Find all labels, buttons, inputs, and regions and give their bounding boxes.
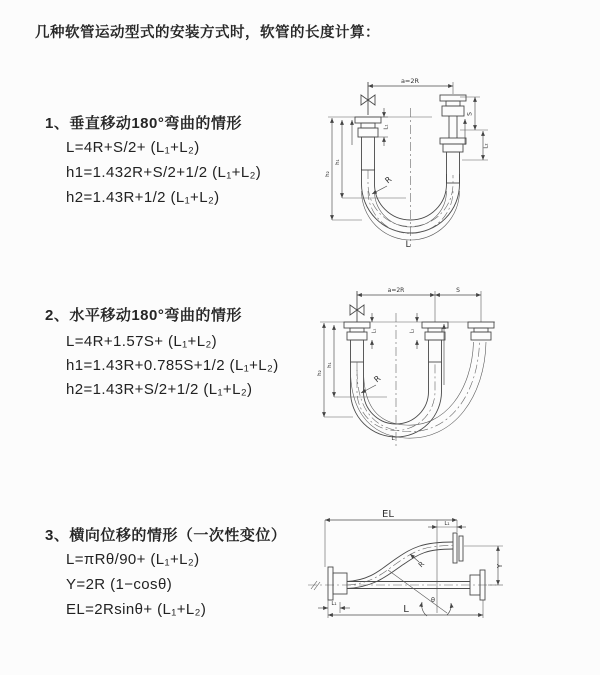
dim-label-r: R: [372, 373, 383, 385]
break-mark: [311, 581, 320, 590]
section-1-formula-L: L=4R+S/2+ (L₁+L₂): [66, 139, 200, 156]
dim-label-h1: h₁: [335, 159, 341, 165]
dim-label-r: R: [383, 174, 394, 186]
dim-label-y: Y: [496, 563, 504, 569]
dim-label-h2: h₂: [325, 171, 331, 177]
dim-l2: [462, 131, 490, 160]
hose-braid-right: [447, 152, 460, 183]
dim-label-l1-top: L₁: [444, 521, 450, 527]
dim-l2: [410, 313, 418, 349]
section-3-heading: 3、横向位移的情形（一次性变位）: [45, 527, 287, 544]
hose-centerline-moved: [357, 342, 480, 432]
section-3-formula-EL: EL=2Rsinθ+ (L₁+L₂): [66, 601, 207, 618]
hose-braid-left: [362, 137, 375, 170]
section-1-formula-h1: h1=1.432R+S/2+1/2 (L₁+L₂): [66, 164, 262, 181]
diagram-lateral-displacement: [300, 505, 600, 630]
dim-h2: [317, 323, 353, 417]
dim-label-a2r: a=2R: [387, 287, 405, 294]
section-2-formula-h2: h2=1.43R+S/2+1/2 (L₁+L₂): [66, 381, 253, 398]
section-1-heading: 1、垂直移动180°弯曲的情形: [45, 115, 242, 132]
dim-label-l: L: [405, 240, 411, 250]
dim-h1: [335, 120, 406, 198]
dim-l1: [372, 313, 378, 349]
dim-label-l1: L₁: [371, 328, 378, 334]
flange-fitting-left: [344, 322, 370, 340]
flange-fitting-top-right: [453, 533, 463, 563]
dim-label-l1: L₁: [383, 124, 390, 130]
valve-icon: [350, 291, 364, 322]
dim-label-s: S: [456, 287, 460, 294]
dim-l: [328, 600, 483, 618]
dim-label-a2r: a=2R: [400, 77, 420, 85]
dim-label-l: L: [403, 604, 409, 615]
dim-label-el: EL: [382, 509, 394, 520]
flange-fitting-right: [468, 322, 494, 340]
dim-label-theta: θ: [431, 596, 435, 604]
section-2-formula-L: L=4R+1.57S+ (L₁+L₂): [66, 333, 218, 350]
section-1-formula-h2: h2=1.43R+1/2 (L₁+L₂): [66, 189, 220, 206]
angle-theta: [388, 570, 451, 616]
radius-callout: [410, 554, 426, 569]
flange-fitting-left: [355, 117, 381, 137]
valve-icon: [361, 82, 375, 115]
dim-h2: [325, 118, 362, 220]
dim-label-l: L: [391, 435, 395, 442]
hose-braid-middle: [429, 340, 442, 362]
diagram-horizontal-180-bend: [305, 285, 600, 455]
dim-label-r: R: [417, 560, 427, 570]
flange-fitting-right-bottom: [440, 138, 466, 152]
dim-label-l1-bottom: L₁: [331, 601, 337, 607]
section-3-formula-L: L=πRθ/90+ (L₁+L₂): [66, 551, 200, 568]
hose-braid-left: [351, 340, 364, 362]
hose-inner-wall-moved: [364, 342, 474, 425]
dim-label-h2: h₂: [317, 370, 323, 376]
dim-label-s: S: [466, 112, 474, 116]
diagram-vertical-180-bend: [310, 70, 600, 260]
section-2-heading: 2、水平移动180°弯曲的情形: [45, 307, 242, 324]
section-3-formula-Y: Y=2R (1−cosθ): [66, 576, 173, 593]
dim-label-l2: L₂: [483, 143, 490, 149]
flange-fitting-right-top: [440, 95, 466, 138]
dim-l1: [377, 108, 390, 146]
page-title: 几种软管运动型式的安装方式时，软管的长度计算：: [35, 25, 380, 41]
dim-label-l2: L₂: [409, 328, 416, 334]
dim-l1-bottom: [318, 601, 350, 613]
dim-l1-top: [428, 521, 466, 527]
section-2-formula-h1: h1=1.43R+0.785S+1/2 (L₁+L₂): [66, 357, 279, 374]
dim-label-h1: h₁: [327, 362, 333, 368]
flange-fitting-left: [328, 567, 347, 600]
